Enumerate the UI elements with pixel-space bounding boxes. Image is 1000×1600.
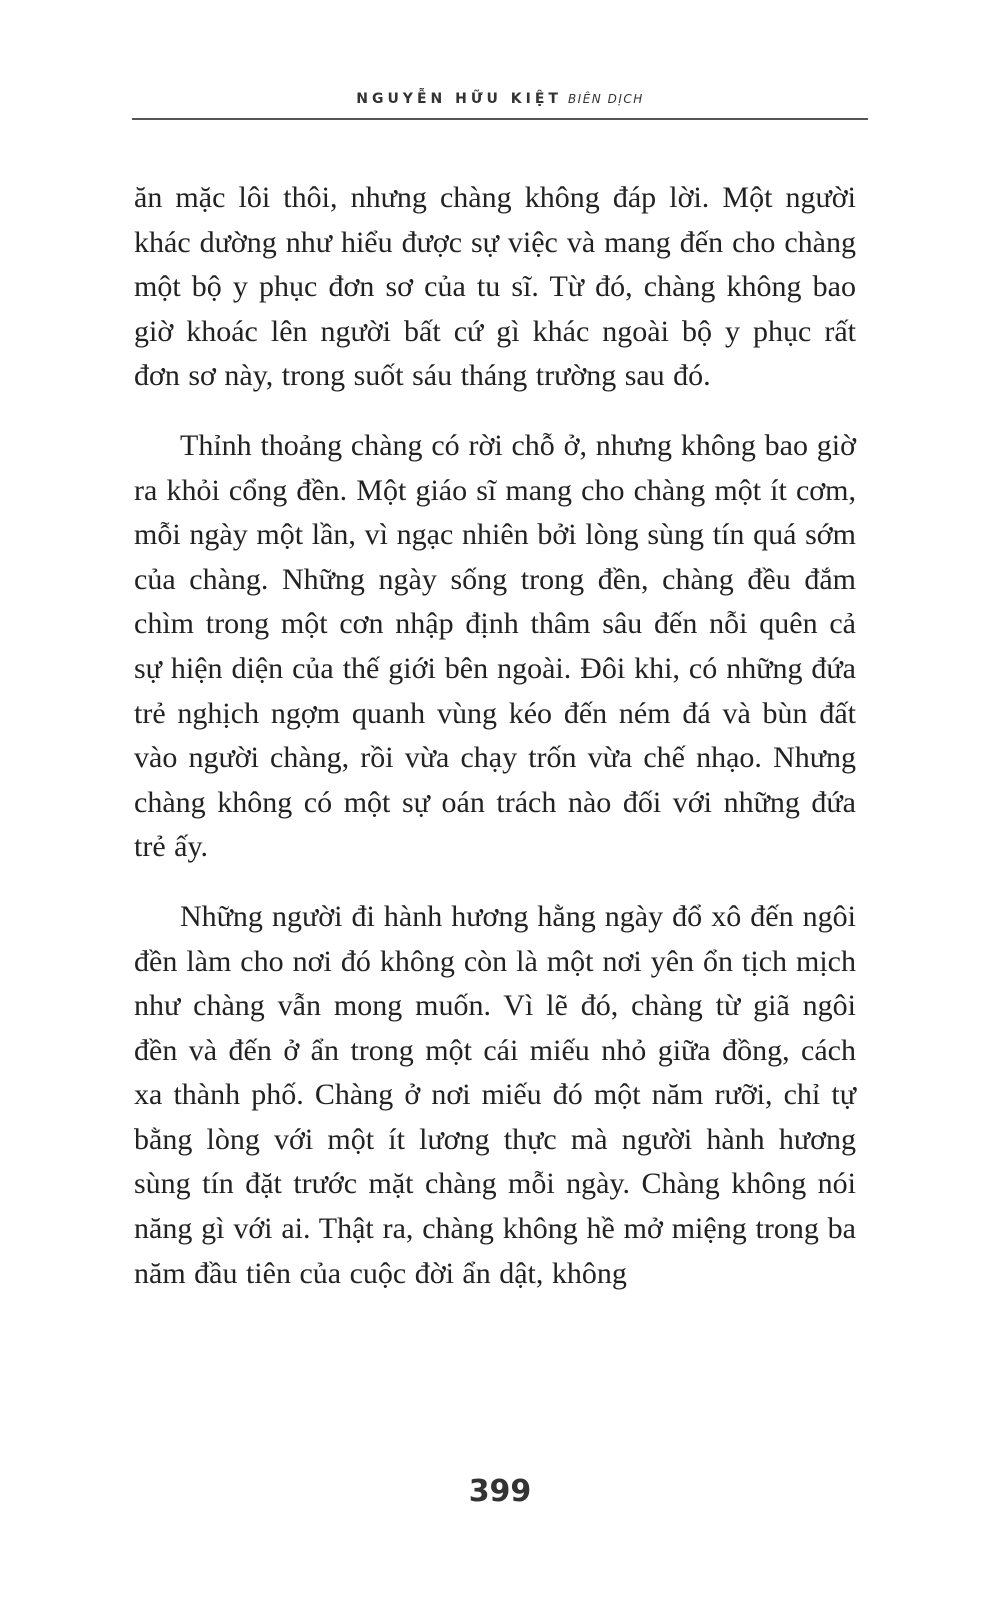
header-role: BIÊN DỊCH [567,92,644,106]
running-header [132,88,868,107]
header-author: NGUYỄN HỮU KIỆT [356,91,562,107]
paragraph-2: Thỉnh thoảng chàng có rời chỗ ở, nhưng không bao giờ ra khỏi cổng đền. Một giáo sĩ mang cho chàng một ít cơm, mỗi ngày một lần, vì ngạc nhiên bởi lòng sùng tín quá sớm của chàng. Những ngày sống trong đền, chàng đều đắm chìm trong một cơn nhập định thâm sâu đến nỗi quên cả sự hiện diện của thế giới bên ngoài. Đôi khi, có những đứa trẻ nghịch ngợm quanh vùng kéo đến ném đá và bùn đất vào người chàng, rồi vừa chạy trốn vừa chế nhạo. Nhưng chàng không có một sự oán trách nào đối với những đứa trẻ ấy. [134,428,856,864]
body-text [134,176,856,1321]
paragraph-3: Những người đi hành hương hằng ngày đổ xô đến ngôi đền làm cho nơi đó không còn là một nơi yên ổn tịch mịch như chàng vẫn mong muốn. Vì lẽ đó, chàng từ giã ngôi đền và đến ở ẩn trong một cái miếu nhỏ giữa đồng, cách xa thành phố. Chàng ở nơi miếu đó một năm rưỡi, chỉ tự bằng lòng với một ít lương thực mà người hành hương sùng tín đặt trước mặt chàng mỗi ngày. Chàng không nói năng gì với ai. Thật ra, chàng không hề mở miệng trong ba năm đầu tiên của cuộc đời ẩn dật, không [134,899,856,1290]
header-divider [132,118,868,120]
page-number: 399 [468,1474,532,1509]
paragraph-1: ăn mặc lôi thôi, nhưng chàng không đáp lời. Một người khác dường như hiểu được sự việc và mang đến cho chàng một bộ y phục đơn sơ của tu sĩ. Từ đó, chàng không bao giờ khoác lên người bất cứ gì khác ngoài bộ y phục rất đơn sơ này, trong suốt sáu tháng trường sau đó. [134,181,856,393]
